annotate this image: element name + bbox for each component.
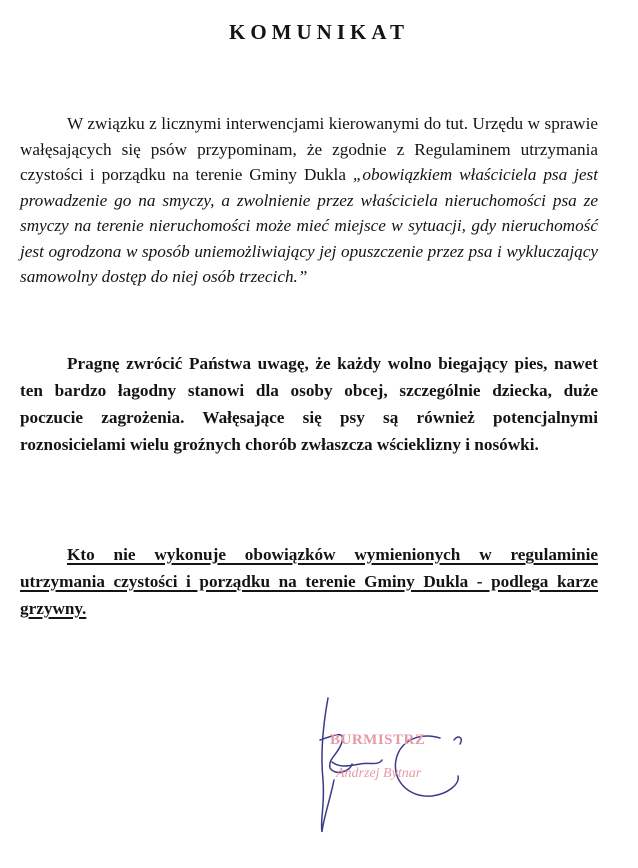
signature-block [290, 680, 530, 855]
document-title: KOMUNIKAT [229, 20, 409, 44]
paragraph-reminder-intro: W związku z licznymi interwencjami kierowanymi do tut. Urzędu w sprawie wałęsających się psów przypominam, że zgodnie z Regulaminem utrzymania czystości i porządku na terenie Gminy Dukla [20, 114, 598, 184]
paragraph-reminder [20, 111, 598, 290]
paragraph-danger-warning: Pragnę zwrócić Państwa uwagę, że każdy wolno biegający pies, nawet ten bardzo łagodny stanowi dla osoby obcej, szczególnie dziecka, duże poczucie zagrożenia. Wałęsające się psy są również potencjalnymi roznosicielami wielu groźnych chorób zwłaszcza wścieklizny i nosówki. [20, 354, 598, 454]
stamp-name: Andrzej Bytnar [336, 766, 422, 781]
regulation-quote: „obowiązkiem właściciela psa jest prowadzenie go na smyczy, a zwolnienie przez właściciela nieruchomości psa ze smyczy na terenie nieruchomości może mieć miejsce w sytuacji, gdy nieruchomość jest ogrodzona w sposób uniemożliwiający jej opuszczenie przez psa i wykluczający samowolny dostęp do niej osób trzecich.” [20, 165, 598, 286]
paragraph-penalty-notice: Kto nie wykonuje obowiązków wymienionych w regulaminie utrzymania czystości i porządku na terenie Gminy Dukla - podlega karze grzywny. [20, 545, 598, 618]
stamp-title: BURMISTRZ [330, 732, 426, 748]
